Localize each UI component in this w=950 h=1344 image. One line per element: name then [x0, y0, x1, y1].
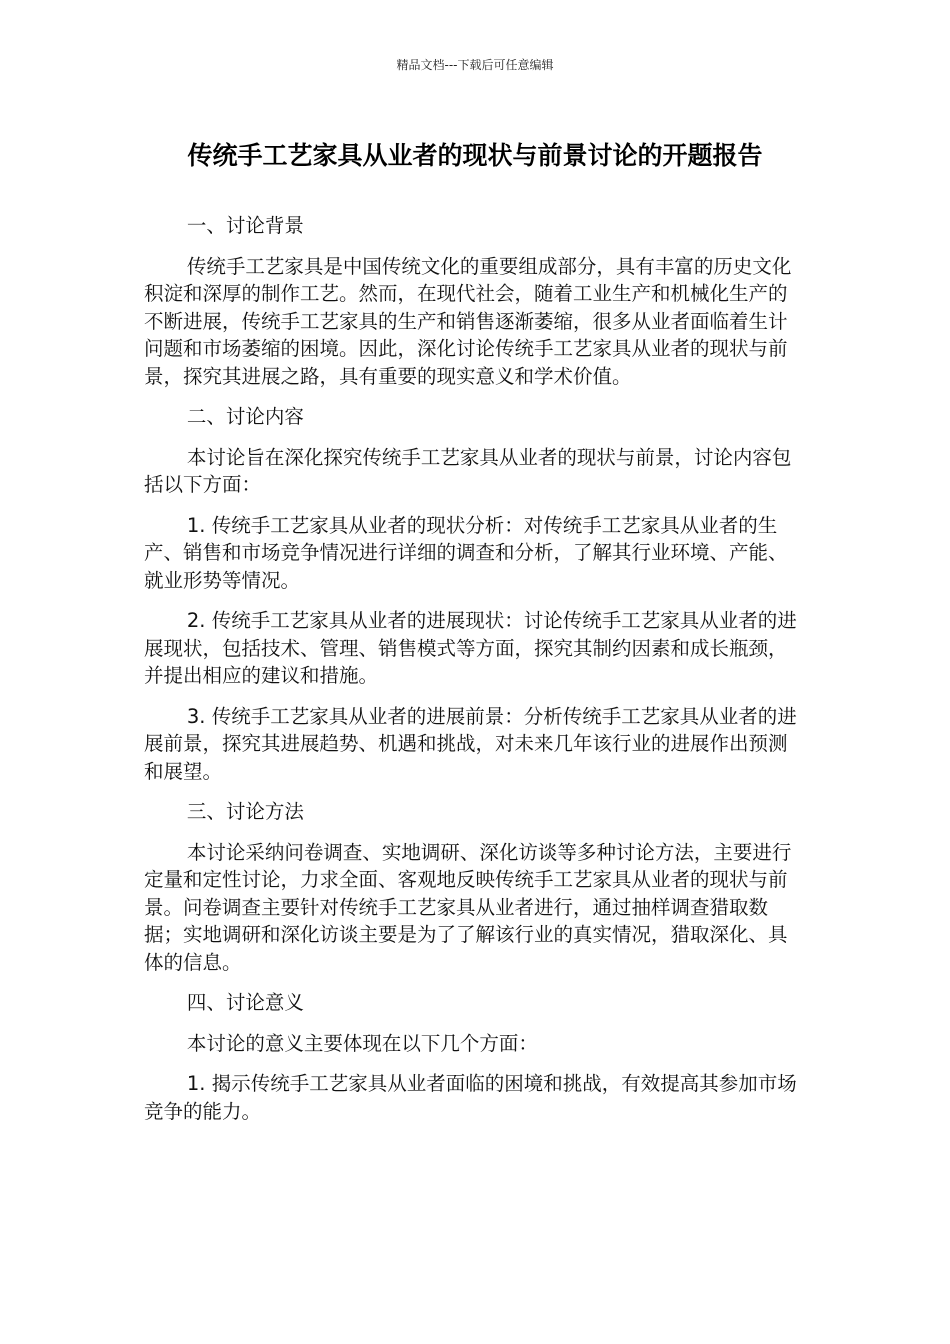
paragraph-background: 传统手工艺家具是中国传统文化的重要组成部分，具有丰富的历史文化积淀和深厚的制作工艺。然而，在现代社会，随着工业生产和机械化生产的不断进展，传统手工艺家具的生产和销售逐渐萎缩，很多从业者面临着生计问题和市场萎缩的困境。因此，深化讨论传统手工艺家具从业者的现状与前景，探究其进展之路，具有重要的现实意义和学术价值。 [144, 254, 792, 388]
paragraph-content-intro: 本讨论旨在深化探究传统手工艺家具从业者的现状与前景，讨论内容包括以下方面： [144, 445, 792, 496]
list-item-content-3: 3. 传统手工艺家具从业者的进展前景：分析传统手工艺家具从业者的进展前景，探究其进展趋势、机遇和挑战，对未来几年该行业的进展作出预测和展望。 [144, 704, 797, 783]
document-body [144, 212, 798, 1138]
header-note: 精品文档---下载后可任意编辑 [396, 58, 554, 72]
paragraph-method: 本讨论采纳问卷调查、实地调研、深化访谈等多种讨论方法，主要进行定量和定性讨论，力求全面、客观地反映传统手工艺家具从业者的现状与前景。问卷调查主要针对传统手工艺家具从业者进行，通过抽样调查猎取数据；实地调研和深化访谈主要是为了了解该行业的真实情况，猎取深化、具体的信息。 [144, 840, 792, 974]
section-heading-background: 一、讨论背景 [186, 214, 304, 237]
list-item-content-1: 1. 传统手工艺家具从业者的现状分析：对传统手工艺家具从业者的生产、销售和市场竞争情况进行详细的调查和分析，了解其行业环境、产能、就业形势等情况。 [144, 513, 788, 592]
paragraph-significance-intro: 本讨论的意义主要体现在以下几个方面： [186, 1031, 538, 1055]
list-item-significance-1: 1. 揭示传统手工艺家具从业者面临的困境和挑战，有效提高其参加市场竞争的能力。 [144, 1072, 797, 1123]
section-heading-significance: 四、讨论意义 [186, 991, 304, 1014]
document-title: 传统手工艺家具从业者的现状与前景讨论的开题报告 [187, 141, 763, 170]
list-item-content-2: 2. 传统手工艺家具从业者的进展现状：讨论传统手工艺家具从业者的进展现状，包括技术、管理、销售模式等方面，探究其制约因素和成长瓶颈，并提出相应的建议和措施。 [144, 609, 797, 687]
section-heading-content: 二、讨论内容 [186, 405, 304, 428]
section-heading-method: 三、讨论方法 [186, 800, 304, 823]
